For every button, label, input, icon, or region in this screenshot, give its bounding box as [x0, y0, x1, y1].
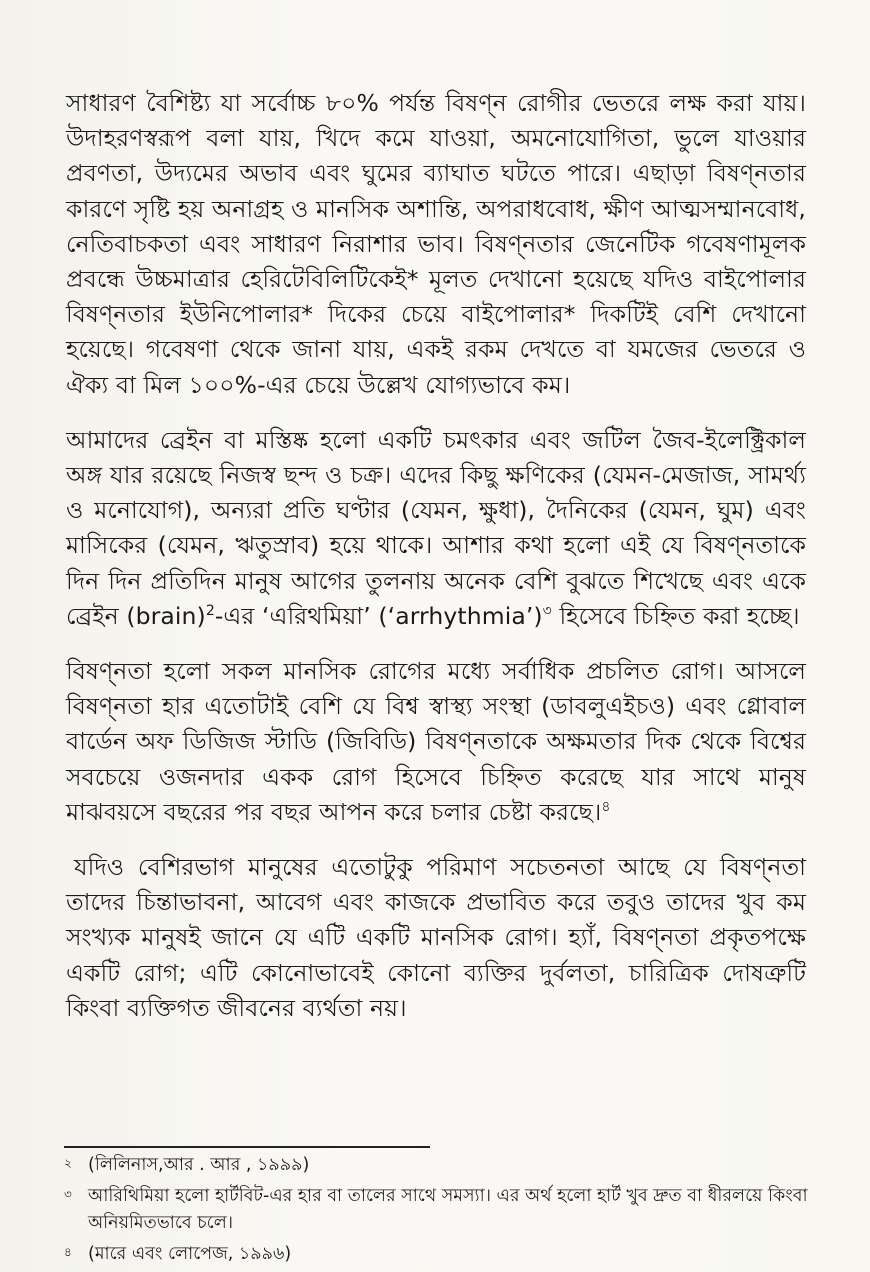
paragraph-1: সাধারণ বৈশিষ্ট্য যা সর্বোচ্চ ৮০% পর্যন্ত বিষণ্ন রোগীর ভেতরে লক্ষ করা যায়। উদাহরণস্বরূপ বলা যায়, খিদে কমে যাওয়া, অমনোযোগিতা, ভুলে যাওয়ার প্রবণতা, উদ্যমের অভাব এবং ঘুমের ব্যাঘাত ঘটতে পারে। এছাড়া বিষণ্নতার কারণে সৃষ্টি হয় অনাগ্রহ ও মানসিক অশান্তি, অপরাধবোধ, ক্ষীণ আত্মসম্মানবোধ, নেতিবাচকতা এবং সাধারণ নিরাশার ভাব। বিষণ্নতার জেনেটিক গবেষণামূলক প্রবন্ধে উচ্চমাত্রার হেরিটেবিলিটিকেই* মূলত দেখানো হয়েছে যদিও বাইপোলার বিষণ্নতার ইউনিপোলার* দিকের চেয়ে বাইপোলার* দিকটিই বেশি দেখানো হয়েছে। গবেষণা থেকে জানা যায়, একই রকম দেখতে বা যমজের ভেতরে ও ঐক্য বা মিল ১০০%-এর চেয়ে উল্লেখ যোগ্যভাবে কম।	[66, 89, 806, 399]
footnote-divider	[64, 1146, 430, 1148]
footnote-ref-3: ৩	[542, 603, 552, 620]
footnotes	[64, 1152, 824, 1272]
footnote-text: (লিলিনাস,আর . আর , ১৯৯৯)	[88, 1155, 310, 1175]
paragraph-3-text: বিষণ্নতা হলো সকল মানসিক রোগের মধ্যে সর্বাধিক প্রচলিত রোগ। আসলে বিষণ্নতা হার এতোটাই বেশি যে বিশ্ব স্বাস্থ্য সংস্থা (ডাবলুএইচও) এবং গ্লোবাল বার্ডেন অফ ডিজিজ স্টাডি (জিবিডি) বিষণ্নতাকে অক্ষমতার দিক থেকে বিশ্বের সবচেয়ে ওজনদার একক রোগ হিসেবে চিহ্নিত করেছে যার সাথে মানুষ মাঝবয়সে বছরের পর বছর আপন করে চলার চেষ্টা করছে।	[66, 657, 806, 826]
paragraph-2	[66, 423, 806, 634]
footnote-ref-2: 2	[205, 603, 215, 620]
footnote-mark: ২	[64, 1156, 72, 1170]
footnote-3	[64, 1183, 824, 1237]
paragraph-2-text: আমাদের ব্রেইন বা মস্তিষ্ক হলো একটি চমৎকার এবং জটিল জৈব-ইলেক্ট্রিকাল অঙ্গ যার রয়েছে নিজস্ব ছন্দ ও চক্র। এদের কিছু ক্ষণিকের (যেমন-মেজাজ, সামর্থ্য ও মনোযোগ), অন্যরা প্রতি ঘণ্টার (যেমন, ক্ষুধা), দৈনিকের (যেমন, ঘুম) এবং মাসিকের (যেমন, ঋতুস্রাব) হয়ে থাকে। আশার কথা হলো এই যে বিষণ্নতাকে দিন দিন প্রতিদিন মানুষ আগের তুলনায় অনেক বেশি বুঝতে শিখেছে এবং একে ব্রেইন (brain)	[66, 425, 806, 630]
footnote-4	[64, 1241, 824, 1268]
paragraph-2-end: হিসেবে চিহ্নিত করা হচ্ছে।	[551, 601, 800, 630]
footnote-text: (মারে এবং লোপেজ, ১৯৯৬)	[88, 1244, 292, 1264]
footnote-ref-4: ৪	[601, 799, 611, 816]
footnote-mark: ৩	[64, 1187, 72, 1201]
footnote-text: আরিথিমিয়া হলো হার্টবিট-এর হার বা তালের সাথে সমস্যা। এর অর্থ হলো হার্ট খুব দ্রুত বা ধীরলয়ে কিংবা অনিয়মিতভাবে চলে।	[88, 1186, 808, 1233]
paragraph-4: যদিও বেশিরভাগ মানুষের এতোটুকু পরিমাণ সচেতনতা আছে যে বিষণ্নতা তাদের চিন্তাভাবনা, আবেগ এবং কাজকে প্রভাবিত করে তবুও তাদের খুব কম সংখ্যক মানুষই জানে যে এটি একটি মানসিক রোগ। হ্যাঁ, বিষণ্নতা প্রকৃতপক্ষে একটি রোগ; এটি কোনোভাবেই কোনো ব্যক্তির দুর্বলতা, চারিত্রিক দোষত্রুটি কিংবা ব্যক্তিগত জীবনের ব্যর্থতা নয়।	[66, 853, 806, 1022]
body-text	[66, 86, 806, 1046]
footnote-2	[64, 1152, 824, 1179]
paragraph-2-mid: -এর ‘এরিথমিয়া’ (‘arrhythmia’)	[214, 601, 543, 630]
paragraph-3	[66, 654, 806, 830]
footnote-mark: ৪	[64, 1245, 72, 1259]
